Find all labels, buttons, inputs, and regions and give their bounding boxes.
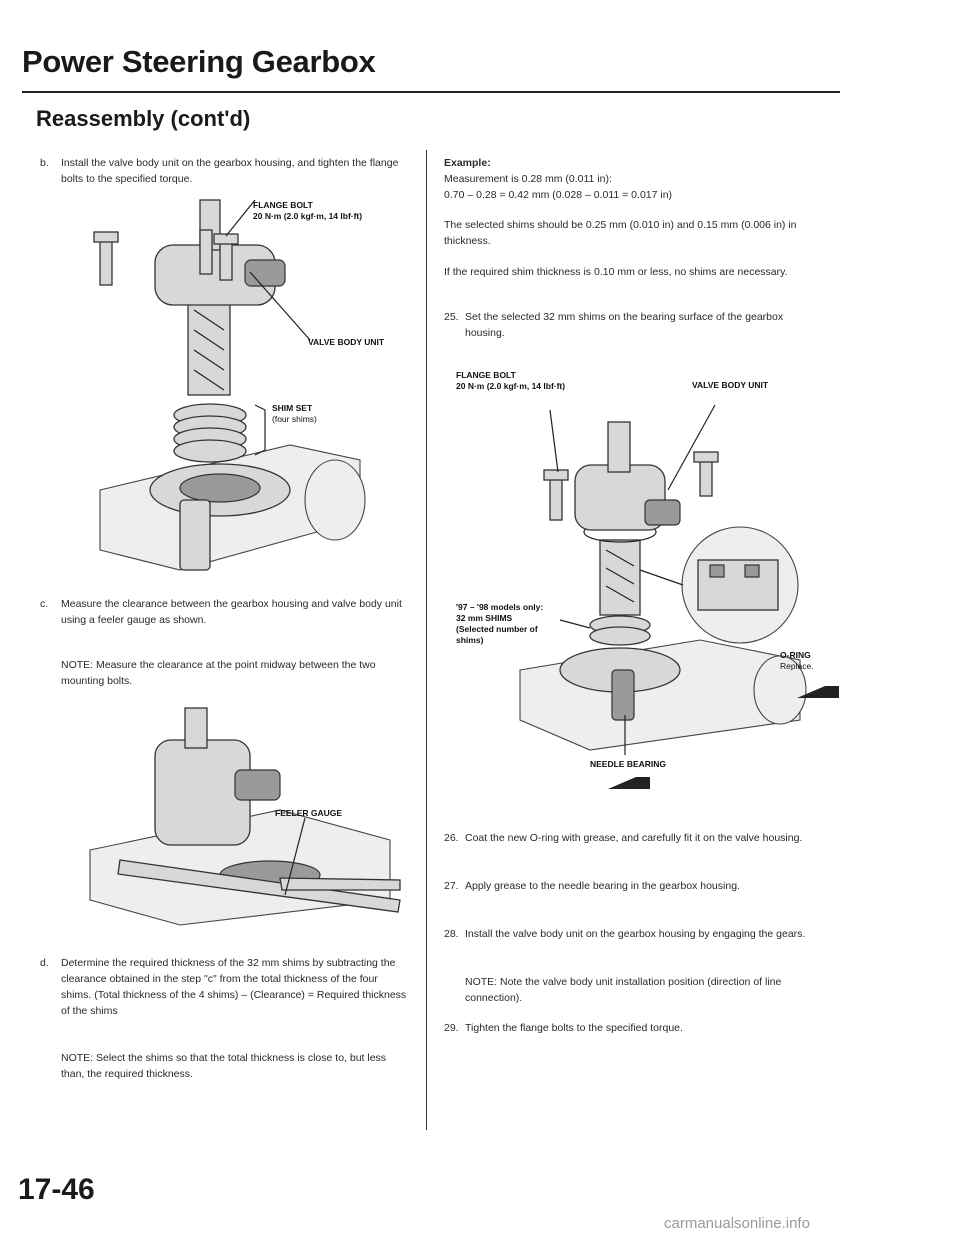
step-26 — [444, 830, 824, 846]
step-25-text: Set the selected 32 mm shims on the bearing surface of the gearbox housing. — [465, 311, 784, 339]
callout-32mm-shims — [456, 602, 543, 646]
shims-drawing — [590, 616, 650, 645]
step-d — [40, 955, 410, 1019]
step-27-text: Apply grease to the needle bearing in the gearbox housing. — [465, 880, 740, 892]
shim-bracket — [255, 405, 265, 455]
step-25-label: 25. — [444, 311, 459, 323]
flange-bolt-label: FLANGE BOLT — [253, 200, 313, 210]
figure-valve-body-install — [60, 190, 420, 580]
step-b — [40, 155, 410, 187]
watermark: carmanualsonline.info — [664, 1215, 810, 1232]
callout-shim-set — [272, 403, 317, 425]
step-27 — [444, 878, 824, 894]
callout-flange-bolt-3 — [456, 370, 565, 392]
example-line-1: Measurement is 0.28 mm (0.011 in): — [444, 173, 612, 185]
step-c-note: NOTE: Measure the clearance at the point midway between the two mounting bolts. — [61, 659, 376, 687]
paragraph-selected-shims: The selected shims should be 0.25 mm (0.010 in) and 0.15 mm (0.006 in) in thickness. — [444, 219, 797, 247]
oring-label: O-RING — [780, 650, 811, 660]
grease-icon-1 — [795, 682, 841, 702]
step-b-text: Install the valve body unit on the gearbox housing, and tighten the flange bolts to the specified torque. — [61, 157, 399, 185]
callout-flange-bolt-1 — [253, 200, 362, 222]
leader-flange-bolt-3 — [550, 410, 558, 472]
step-d-label: d. — [40, 957, 49, 969]
oring-detail-drawing — [640, 527, 798, 643]
figure-feeler-gauge — [60, 700, 420, 930]
example-line-2: 0.70 – 0.28 = 0.42 mm (0.028 – 0.011 = 0.017 in) — [444, 189, 673, 201]
step-29-text: Tighten the flange bolts to the specified torque. — [465, 1022, 683, 1034]
step-29-label: 29. — [444, 1022, 459, 1034]
gearbox-housing-drawing-3 — [520, 640, 806, 750]
models-line-2: 32 mm SHIMS — [456, 613, 513, 623]
valve-body-drawing — [94, 200, 285, 395]
shim-set-sub-label: (four shims) — [272, 414, 317, 424]
step-d-note: NOTE: Select the shims so that the total thickness is close to, but less than, the required thickness. — [61, 1052, 387, 1080]
callout-feeler-gauge: FEELER GAUGE — [275, 808, 343, 818]
step-28 — [444, 926, 824, 942]
callout-oring — [780, 650, 814, 672]
column-divider — [426, 150, 427, 1130]
step-27-label: 27. — [444, 880, 459, 892]
page-title: Power Steering Gearbox — [22, 44, 376, 79]
step-c — [40, 596, 410, 628]
example-label: Example: — [444, 157, 491, 169]
section-subtitle: Reassembly (cont'd) — [36, 106, 251, 131]
step-c-text: Measure the clearance between the gearbox housing and valve body unit using a feeler gauge as shown. — [61, 598, 402, 626]
grease-icon-2 — [606, 773, 652, 793]
step-b-label: b. — [40, 157, 49, 169]
shim-set-label: SHIM SET — [272, 403, 313, 413]
page-number: 17-46 — [18, 1173, 95, 1206]
step-28-label: 28. — [444, 928, 459, 940]
leader-flange-bolt — [226, 200, 255, 236]
leader-shims — [560, 620, 590, 628]
gearbox-housing-drawing — [100, 445, 365, 570]
models-line-3: (Selected number of — [456, 624, 538, 634]
step-28-text: Install the valve body unit on the gearbox housing by engaging the gears. — [465, 928, 806, 940]
models-line-4: shims) — [456, 635, 484, 645]
step-c-label: c. — [40, 598, 49, 610]
flange-bolt-label-3: FLANGE BOLT — [456, 370, 516, 380]
shim-set-drawing — [174, 404, 246, 462]
title-rule — [22, 91, 840, 93]
paragraph-no-shims: If the required shim thickness is 0.10 mm or less, no shims are necessary. — [444, 266, 788, 278]
callout-valve-body-3: VALVE BODY UNIT — [692, 380, 769, 390]
step-29 — [444, 1020, 824, 1036]
oring-sub-label: Replace. — [780, 661, 814, 671]
step-28-note: NOTE: Note the valve body unit installation position (direction of line connection). — [465, 976, 782, 1004]
models-line-1: '97 – '98 models only: — [456, 602, 544, 612]
step-25 — [444, 309, 824, 341]
step-d-text: Determine the required thickness of the 32 mm shims by subtracting the clearance obtained in the step "c" from the total thickness of the four shims. (Total thickness of the 4 shims) – (Clearance) = Required thickness of the shims — [61, 957, 407, 1017]
flange-torque-label-3: 20 N·m (2.0 kgf·m, 14 lbf·ft) — [456, 381, 566, 391]
callout-needle-bearing: NEEDLE BEARING — [590, 759, 667, 769]
callout-valve-body-1: VALVE BODY UNIT — [308, 337, 385, 347]
step-26-label: 26. — [444, 832, 459, 844]
flange-torque-label: 20 N·m (2.0 kgf·m, 14 lbf·ft) — [253, 211, 363, 221]
step-26-text: Coat the new O-ring with grease, and carefully fit it on the valve housing. — [465, 832, 803, 844]
